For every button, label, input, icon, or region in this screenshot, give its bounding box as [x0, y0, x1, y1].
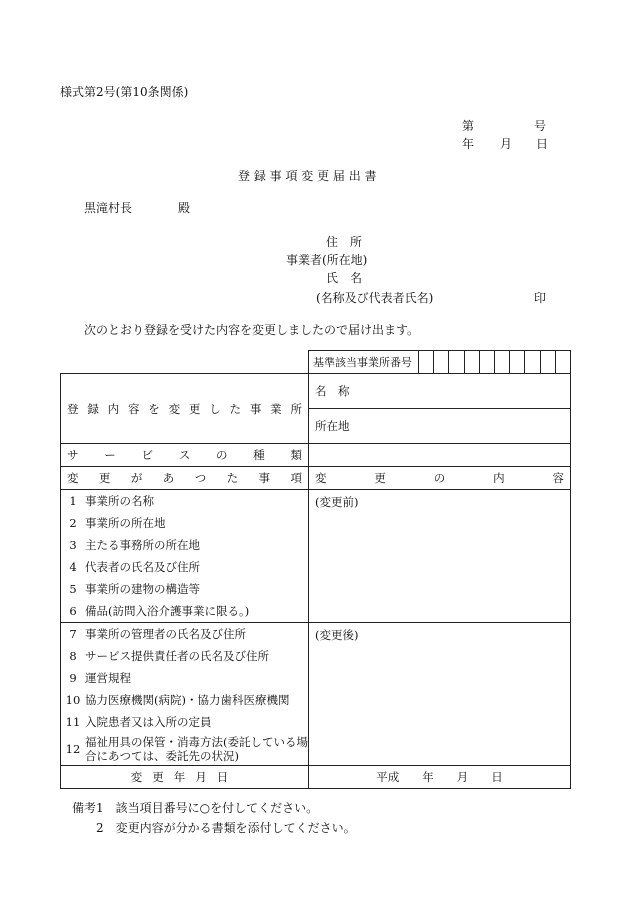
registered-office-label-char: 容: [127, 401, 140, 416]
item-number[interactable]: 11: [65, 715, 81, 729]
after-label: (変更後): [315, 628, 359, 642]
office-location-label: 所在地: [315, 419, 350, 433]
address-label: 住 所: [326, 235, 363, 249]
changed-items-header-char: 項: [290, 471, 302, 485]
registered-office-label-char: 録: [87, 401, 99, 416]
changed-items-header-char: 事: [258, 471, 271, 485]
service-type-label-char: サ: [67, 448, 79, 462]
changed-items-header-char: 変: [67, 471, 79, 485]
addressee-honorific: 殿: [178, 201, 191, 215]
item-text: 備品(訪問入浴介護事業に限る。): [85, 604, 250, 618]
after-field[interactable]: [309, 623, 571, 766]
registered-office-label-char: 更: [188, 401, 201, 416]
item-number[interactable]: 5: [69, 582, 77, 596]
blank-cell: [61, 351, 309, 374]
item-text: 福祉用具の保管・消毒方法(委託している場合にあつては、委託先の状況): [85, 735, 308, 763]
name-label: 氏 名: [326, 271, 363, 285]
item-row[interactable]: [61, 645, 308, 667]
items-group-after: [61, 623, 309, 766]
items-group-before: [61, 490, 309, 623]
item-row[interactable]: [61, 733, 308, 765]
change-content-header-char: 変: [315, 471, 327, 485]
registered-office-label-char: 所: [290, 401, 302, 416]
item-number[interactable]: 9: [69, 671, 77, 685]
addressee-name: 黒滝村長: [84, 201, 133, 215]
item-number[interactable]: 6: [69, 604, 77, 618]
doc-number-prefix: 第: [462, 119, 475, 133]
item-text: 事業所の建物の構造等: [85, 582, 200, 596]
office-name-field[interactable]: [309, 374, 571, 409]
item-text: 運営規程: [85, 671, 131, 685]
item-row[interactable]: [61, 600, 308, 622]
office-location-field[interactable]: [309, 409, 571, 444]
item-number[interactable]: 10: [65, 693, 81, 707]
item-text: 入院患者又は入所の定員: [85, 715, 212, 729]
changed-items-header-char: つ: [194, 471, 207, 485]
item-text: サービス提供責任者の氏名及び住所: [85, 649, 269, 663]
service-type-label-char: の: [216, 448, 228, 462]
seal-mark: 印: [534, 291, 547, 305]
changed-items-header: [61, 467, 309, 490]
item-number[interactable]: 2: [69, 516, 77, 530]
change-content-header-char: 容: [552, 471, 564, 485]
registered-office-label-char: た: [229, 401, 241, 416]
item-row[interactable]: [61, 689, 308, 711]
registered-office-label-char: 事: [249, 401, 262, 416]
change-date-field[interactable]: 平成 年 月 日: [309, 766, 571, 789]
registered-office-label-char: 内: [107, 401, 120, 416]
before-label: (変更前): [315, 495, 359, 509]
office-name-label: 名 称: [315, 384, 350, 398]
item-row[interactable]: [61, 667, 308, 689]
item-number[interactable]: 7: [69, 627, 77, 641]
item-row[interactable]: [61, 623, 308, 645]
item-text: 協力医療機関(病院)・協力歯科医療機関: [85, 693, 290, 707]
date-day: 日: [536, 137, 549, 151]
change-content-header-char: 内: [493, 471, 505, 485]
registered-office-label-char: を: [148, 401, 160, 416]
office-number-boxes[interactable]: [419, 351, 571, 374]
note-2: 2 変更内容が分かる書類を添付してください。: [96, 821, 356, 835]
service-type-label-char: 類: [290, 448, 302, 462]
item-row[interactable]: [61, 512, 308, 534]
service-type-label-char: 種: [253, 448, 265, 462]
item-number[interactable]: 4: [69, 560, 77, 574]
before-field[interactable]: [309, 490, 571, 623]
item-row[interactable]: [61, 578, 308, 600]
registered-office-label-char: 業: [270, 401, 282, 416]
service-type-label-char: ス: [178, 448, 191, 462]
registered-office-label-char: し: [209, 401, 221, 416]
changed-items-header-char: あ: [162, 471, 175, 485]
item-text: 事業所の管理者の氏名及び住所: [85, 627, 246, 641]
item-number[interactable]: 3: [69, 538, 77, 552]
service-type-label-char: ビ: [141, 448, 153, 462]
item-number[interactable]: 1: [69, 494, 77, 508]
registered-office-label: [61, 374, 309, 444]
item-number[interactable]: 8: [69, 649, 77, 663]
registered-office-label-char: 変: [168, 401, 181, 416]
office-label: 事業者(所在地): [286, 253, 368, 267]
doc-number-suffix: 号: [534, 119, 547, 133]
item-row[interactable]: [61, 556, 308, 578]
item-text: 事業所の名称: [85, 494, 154, 508]
document-title: 登 録 事 項 変 更 届 出 書: [238, 169, 377, 183]
changed-items-header-char: た: [226, 471, 239, 485]
item-text: 事業所の所在地: [85, 516, 166, 530]
item-number[interactable]: 12: [65, 742, 81, 756]
service-type-label-char: ー: [104, 448, 116, 462]
service-type-label: [61, 444, 309, 467]
changed-items-header-char: 更: [98, 471, 111, 485]
form-number: 様式第2号(第10条関係): [60, 85, 189, 99]
item-row[interactable]: [61, 711, 308, 733]
date-month: 月: [500, 137, 513, 151]
change-content-header-char: の: [433, 471, 446, 485]
name-note: (名称及び代表者氏名): [316, 291, 434, 305]
change-content-header-char: 更: [374, 471, 386, 485]
item-text: 代表者の氏名及び住所: [85, 560, 200, 574]
registered-office-label-char: 登: [67, 401, 79, 416]
item-row[interactable]: [61, 534, 308, 556]
change-date-label: 変更年月日: [61, 766, 309, 789]
change-form-table: [60, 350, 571, 789]
office-number-label: 基準該当事業所番号: [309, 351, 419, 374]
change-content-header: [309, 467, 571, 490]
note-1: 備考1 該当項目番号に○を付してください。: [72, 801, 319, 815]
service-type-field[interactable]: [309, 444, 571, 467]
intro-text: 次のとおり登録を受けた内容を変更しましたので届け出ます。: [84, 323, 420, 337]
date-year: 年: [462, 137, 475, 151]
item-row[interactable]: [61, 490, 308, 512]
item-text: 主たる事務所の所在地: [85, 538, 200, 552]
changed-items-header-char: が: [130, 471, 143, 485]
